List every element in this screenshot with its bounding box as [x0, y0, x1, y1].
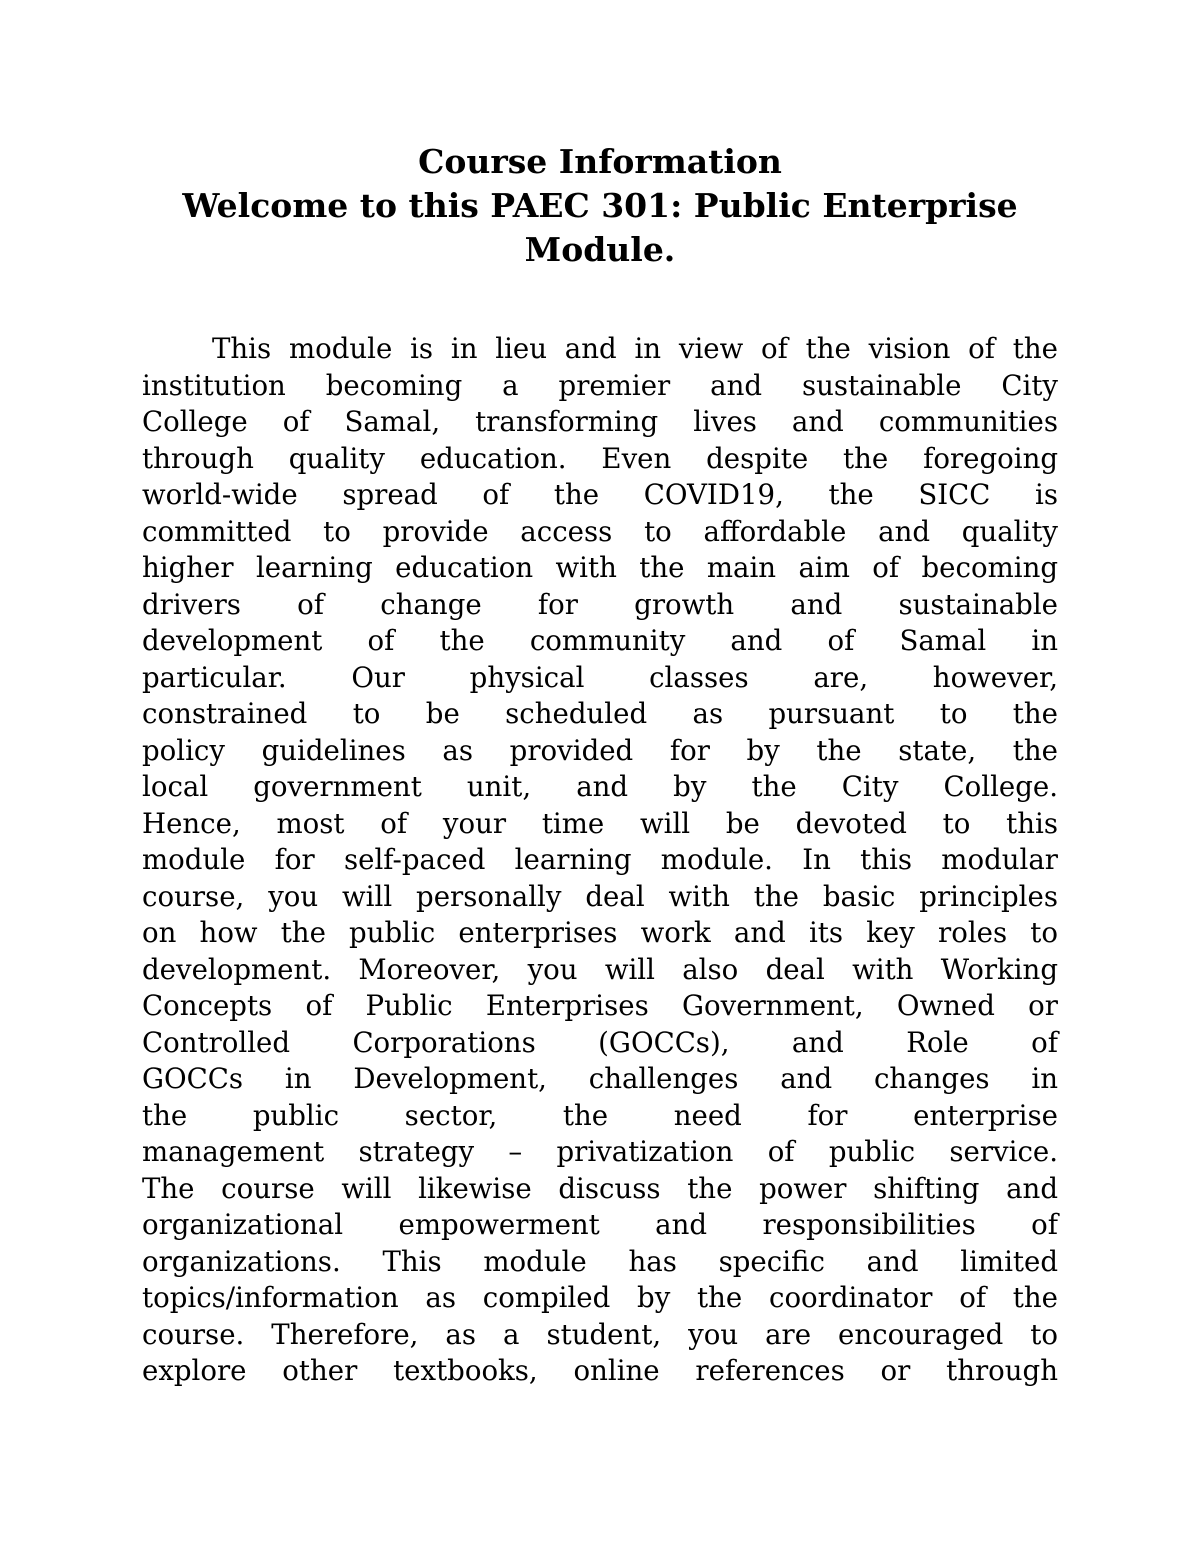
- paragraph-line: constrained to be scheduled as pursuant to the: [142, 697, 1058, 730]
- paragraph-line: the public sector, the need for enterprise: [142, 1098, 1058, 1132]
- paragraph-line: course. Therefore, as a student, you are encouraged to: [142, 1317, 1058, 1351]
- paragraph-line: College of Samal, transforming lives and communities: [142, 405, 1058, 438]
- paragraph-line: development of the community and of Samal in: [142, 624, 1058, 657]
- paragraph-line: module for self-paced learning module. In this modular: [142, 843, 1058, 876]
- paragraph-line: This module is in lieu and in view of the vision of the: [212, 332, 1058, 365]
- paragraph-line: organizational empowerment and responsibilities of: [142, 1208, 1058, 1241]
- paragraph-line: organizations. This module has specific and limited: [142, 1244, 1058, 1278]
- paragraph-line: drivers of change for growth and sustainable: [142, 587, 1058, 621]
- paragraph-line: Hence, most of your time will be devoted to this: [142, 806, 1058, 840]
- paragraph-line: through quality education. Even despite the foregoing: [142, 441, 1058, 475]
- paragraph-line: local government unit, and by the City College.: [142, 770, 1058, 803]
- title-line-course-information: Course Information: [418, 142, 782, 181]
- course-description-paragraph: [142, 331, 1058, 1390]
- title-line-welcome: Welcome to this PAEC 301: Public Enterprise: [182, 186, 1018, 225]
- paragraph-line: The course will likewise discuss the power shifting and: [142, 1171, 1058, 1205]
- paragraph-line: explore other textbooks, online references or through: [142, 1354, 1058, 1387]
- paragraph-line: course, you will personally deal with the basic principles: [142, 879, 1058, 913]
- paragraph-line: higher learning education with the main aim of becoming: [142, 551, 1058, 584]
- title-line-module: Module.: [524, 230, 676, 269]
- paragraph-line: committed to provide access to affordable and quality: [142, 514, 1058, 548]
- course-title-heading: [120, 140, 1080, 272]
- paragraph-line: institution becoming a premier and sustainable City: [142, 368, 1058, 402]
- paragraph-line: GOCCs in Development, challenges and changes in: [142, 1062, 1058, 1095]
- paragraph-line: topics/information as compiled by the coordinator of the: [142, 1281, 1058, 1314]
- paragraph-line: policy guidelines as provided for by the state, the: [142, 733, 1058, 767]
- paragraph-line: management strategy – privatization of public service.: [142, 1135, 1058, 1168]
- paragraph-line: Controlled Corporations (GOCCs), and Role of: [142, 1025, 1058, 1059]
- paragraph-line: development. Moreover, you will also deal with Working: [142, 952, 1058, 986]
- paragraph-line: on how the public enterprises work and its key roles to: [142, 916, 1058, 949]
- paragraph-line: Concepts of Public Enterprises Government, Owned or: [142, 989, 1058, 1022]
- paragraph-line: world-wide spread of the COVID19, the SICC is: [142, 478, 1058, 511]
- paragraph-line: particular. Our physical classes are, however,: [142, 660, 1058, 694]
